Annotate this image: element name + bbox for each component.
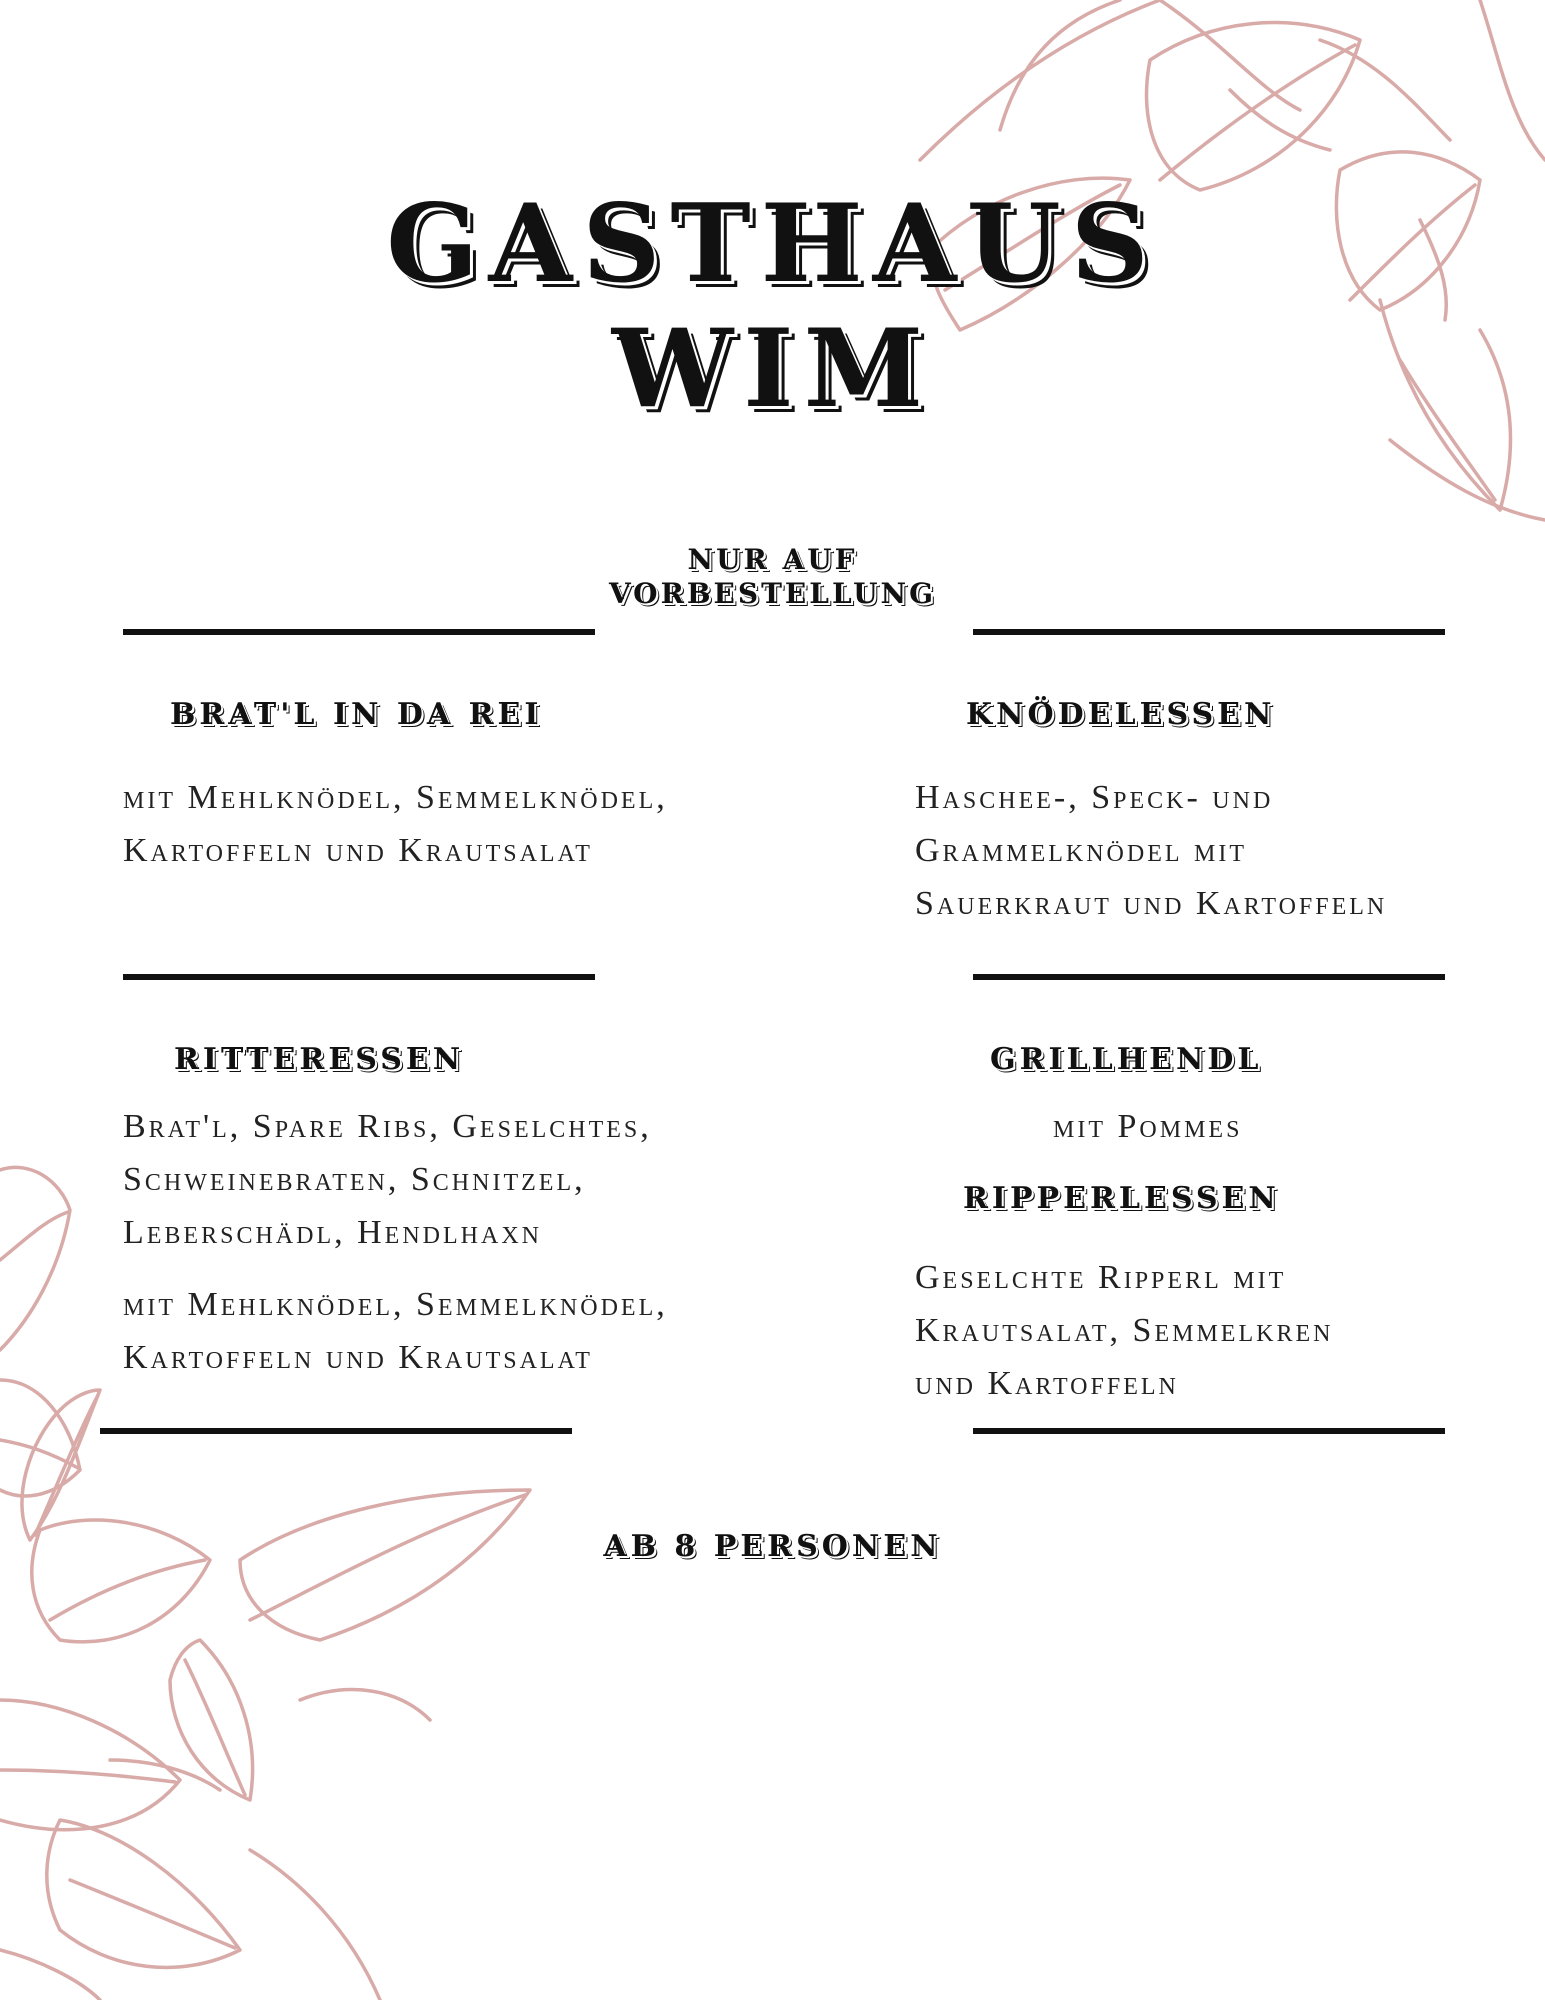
description-line: Kartoffeln und Krautsalat: [123, 1339, 593, 1376]
section-heading-knoedel: KNÖDELESSEN: [966, 697, 1276, 732]
section-description-ritter: [123, 1100, 652, 1259]
section-description-knoedel: [915, 771, 1387, 930]
section-description-ritter-sides: [123, 1278, 668, 1384]
description-line: Brat'l, Spare Ribs, Geselchtes,: [123, 1108, 652, 1145]
section-description-ripperl: [915, 1251, 1333, 1410]
description-line: Krautsalat, Semmelkren: [915, 1312, 1334, 1349]
divider-rule: [100, 1428, 572, 1434]
section-description-bratl: [123, 771, 668, 877]
section-heading-ritter: RITTERESSEN: [174, 1042, 465, 1077]
divider-rule: [973, 629, 1445, 635]
description-line: Schweinebraten, Schnitzel,: [123, 1161, 586, 1198]
subtitle-line1: NUR AUF: [687, 543, 858, 576]
divider-rule: [973, 1428, 1445, 1434]
restaurant-name-line1: GASTHAUS: [386, 181, 1159, 307]
section-description-grill: [1053, 1100, 1242, 1153]
description-line: Haschee-, Speck- und: [915, 779, 1274, 816]
section-heading-grill: GRILLHENDL: [990, 1042, 1263, 1077]
description-line: Grammelknödel mit: [915, 832, 1248, 869]
section-heading-bratl: BRAT'L IN DA REI: [170, 697, 543, 732]
description-line: mit Pommes: [1053, 1108, 1243, 1145]
description-line: und Kartoffeln: [915, 1365, 1179, 1402]
description-line: Sauerkraut und Kartoffeln: [915, 885, 1388, 922]
section-heading-ripperl: RIPPERLESSEN: [963, 1181, 1280, 1216]
divider-rule: [123, 974, 595, 980]
description-line: Kartoffeln und Krautsalat: [123, 832, 593, 869]
description-line: Leberschädl, Hendlhaxn: [123, 1214, 542, 1251]
divider-rule: [123, 629, 595, 635]
description-line: Geselchte Ripperl mit: [915, 1259, 1287, 1296]
restaurant-name-line2: WIM: [611, 306, 934, 432]
description-line: mit Mehlknödel, Semmelknödel,: [123, 1286, 668, 1323]
description-line: mit Mehlknödel, Semmelknödel,: [123, 779, 668, 816]
divider-rule: [973, 974, 1445, 980]
subtitle-line2: VORBESTELLUNG: [608, 577, 937, 610]
minimum-persons-note: AB 8 PERSONEN: [603, 1529, 942, 1564]
